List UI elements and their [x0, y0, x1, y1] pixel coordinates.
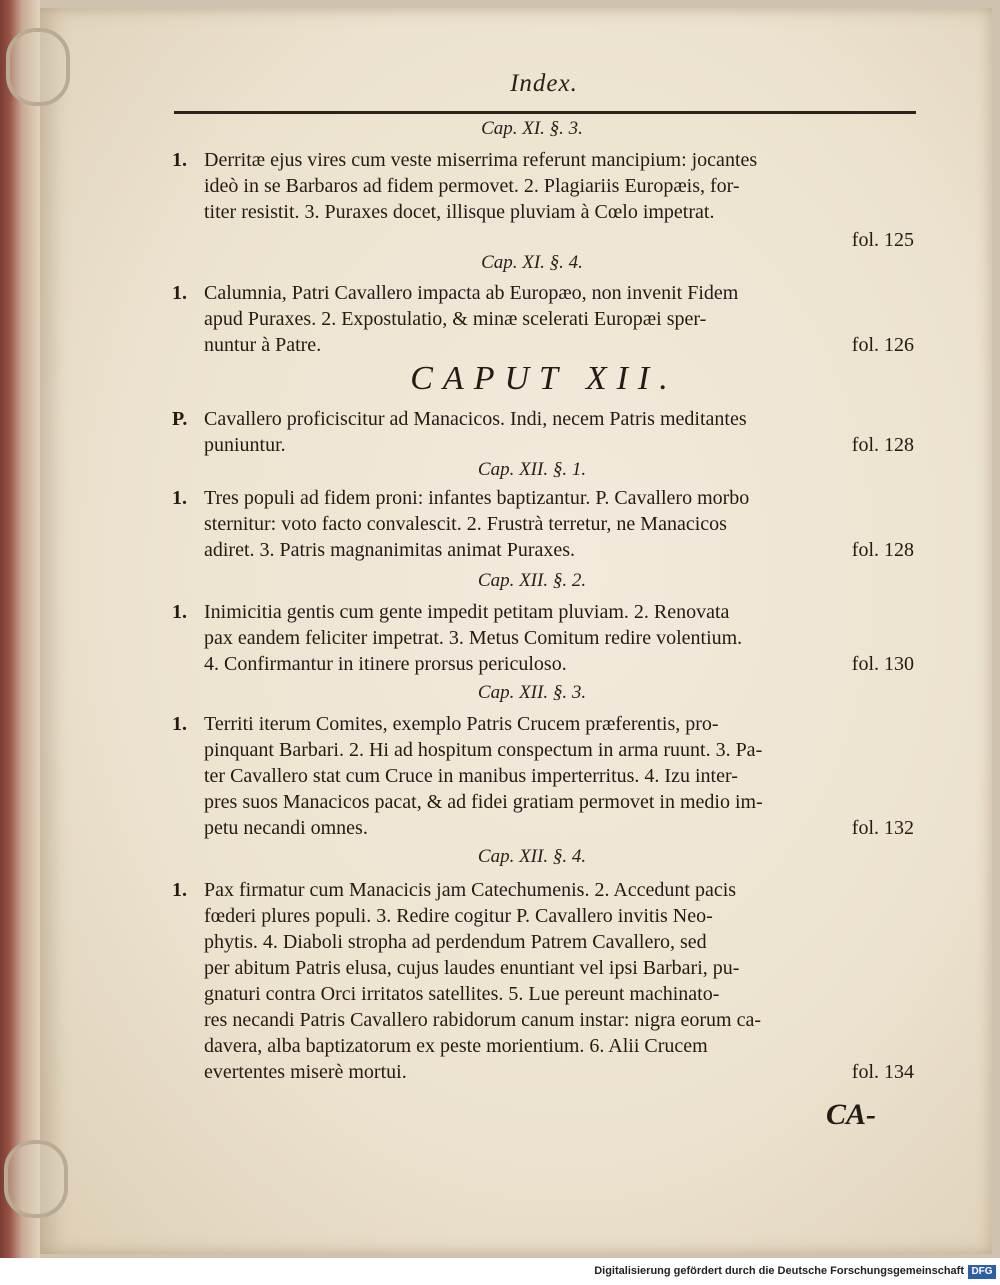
section-heading: Cap. XII. §. 4. [477, 846, 587, 867]
folio-ref: fol. 125 [851, 229, 914, 251]
index-line: pinquant Barbari. 2. Hi ad hospitum conspectum in arma ruunt. 3. Pa- [204, 739, 763, 761]
footer-bar [0, 1262, 1000, 1285]
index-line: 1. Derritæ ejus vires cum veste miserrima referunt mancipium: jocantes [172, 149, 758, 171]
index-line: 1. Calumnia, Patri Cavallero impacta ab Europæo, non invenit Fidem [172, 282, 739, 304]
running-header [174, 70, 914, 98]
index-line: gnaturi contra Orci irritatos satellites. 5. Lue pereunt machinato- [204, 983, 720, 1005]
dfg-logo-icon: DFG [968, 1265, 996, 1279]
index-line: 4. Confirmantur in itinere prorsus periculoso. fol. 130 [204, 653, 914, 675]
folio-ref: fol. 130 [851, 653, 914, 675]
index-line: 1. Territi iterum Comites, exemplo Patris Crucem præferentis, pro- [172, 713, 719, 735]
index-line: petu necandi omnes. fol. 132 [204, 817, 914, 839]
index-line: 1. Tres populi ad fidem proni: infantes baptizantur. P. Cavallero morbo [172, 487, 750, 509]
folio-ref: fol. 128 [851, 434, 914, 456]
index-line: ter Cavallero stat cum Cruce in manibus imperterritus. 4. Izu inter- [204, 765, 738, 787]
folio-ref: fol. 126 [851, 334, 914, 356]
section-heading: Cap. XI. §. 3. [481, 118, 583, 139]
folio-ref: fol. 134 [851, 1061, 914, 1083]
page-clip-top-icon [6, 28, 70, 106]
index-line: pax eandem feliciter impetrat. 3. Metus Comitum redire volentium. [204, 627, 743, 649]
folio-ref: fol. 128 [851, 539, 914, 561]
index-line: 1. Pax firmatur cum Manacicis jam Catechumenis. 2. Accedunt pacis [172, 879, 737, 901]
index-line: P. Cavallero proficiscitur ad Manacicos. Indi, necem Patris meditantes [172, 408, 747, 430]
index-line: pres suos Manacicos pacat, & ad fidei gratiam permovet in medio im- [204, 791, 763, 813]
index-line: phytis. 4. Diaboli stropha ad perdendum Patrem Cavallero, sed [204, 931, 707, 953]
index-line: sternitur: voto facto convalescit. 2. Frustrà terretur, ne Manacicos [204, 513, 727, 535]
index-line: res necandi Patris Cavallero rabidorum canum instar: nigra eorum ca- [204, 1009, 762, 1031]
page-clip-bottom-icon [4, 1140, 68, 1218]
folio-ref: fol. 132 [851, 817, 914, 839]
index-line: titer resistit. 3. Puraxes docet, illisque pluviam à Cœlo impetrat. [204, 201, 715, 223]
index-line: fœderi plures populi. 3. Redire cogitur P. Cavallero invitis Neo- [204, 905, 713, 927]
section-heading: Cap. XII. §. 3. [477, 682, 587, 703]
catchword: CA- [826, 1098, 877, 1131]
header-title: Index. [510, 70, 578, 97]
index-line: nuntur à Patre. fol. 126 [204, 334, 914, 356]
section-heading: Cap. XI. §. 4. [481, 252, 583, 273]
index-line: apud Puraxes. 2. Expostulatio, & minæ scelerati Europæi sper- [204, 308, 707, 330]
chapter-heading: CAPUT XII. [410, 360, 678, 397]
section-heading: Cap. XII. §. 2. [477, 570, 587, 591]
index-line: puniuntur. fol. 128 [204, 434, 914, 456]
index-line: ideò in se Barbaros ad fidem permovet. 2. Plagiariis Europæis, for- [204, 175, 740, 197]
index-line: adiret. 3. Patris magnanimitas animat Puraxes. fol. 128 [204, 539, 914, 561]
header-rule [174, 111, 916, 114]
index-line: davera, alba baptizatorum ex peste morientium. 6. Alii Crucem [204, 1035, 708, 1057]
section-heading: Cap. XII. §. 1. [477, 459, 587, 480]
index-line: 1. Inimicitia gentis cum gente impedit petitam pluviam. 2. Renovata [172, 601, 730, 623]
book-binding-edge [0, 0, 40, 1258]
index-line: evertentes miserè mortui. fol. 134 [204, 1061, 914, 1083]
footer-credit: Digitalisierung gefördert durch die Deutsche Forschungsgemeinschaft [594, 1265, 964, 1277]
index-line: per abitum Patris elusa, cujus laudes enuntiant vel ipsi Barbari, pu- [204, 957, 740, 979]
